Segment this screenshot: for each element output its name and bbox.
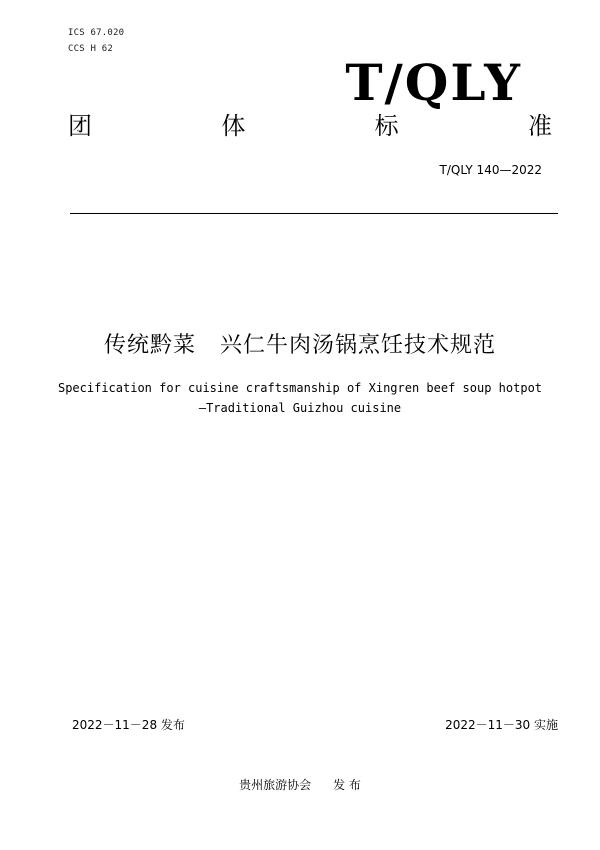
- chinese-title-part1: 传统黔菜: [103, 333, 196, 358]
- header-divider: [70, 213, 558, 214]
- chinese-title: [0, 328, 600, 359]
- publish-label: 发 布: [333, 778, 361, 792]
- implementation-date: 2022－11－30 实施: [445, 718, 558, 732]
- english-title-line1: Specification for cuisine craftsmanship of Xingren beef soup hotpot: [57, 381, 543, 395]
- chinese-title-part2: 兴仁牛肉汤锅烹饪技术规范: [220, 333, 497, 358]
- ics-code: ICS 67.020: [68, 28, 125, 38]
- standard-number: T/QLY 140—2022: [439, 163, 542, 177]
- standard-type-heading: [68, 114, 552, 138]
- standard-type-char: 团: [68, 112, 92, 140]
- issue-date: 2022－11－28 发布: [72, 718, 185, 732]
- ccs-code: CCS H 62: [68, 44, 113, 54]
- standard-brand-logo: T/QLY: [345, 53, 522, 112]
- standard-type-char: 标: [374, 112, 399, 140]
- english-title: [0, 378, 600, 418]
- publisher-name: 贵州旅游协会: [239, 778, 312, 792]
- publisher-line: [0, 776, 600, 793]
- standard-type-char: 体: [221, 112, 246, 140]
- english-title-line2: —Traditional Guizhou cuisine: [198, 401, 402, 415]
- standard-type-char: 准: [527, 112, 552, 140]
